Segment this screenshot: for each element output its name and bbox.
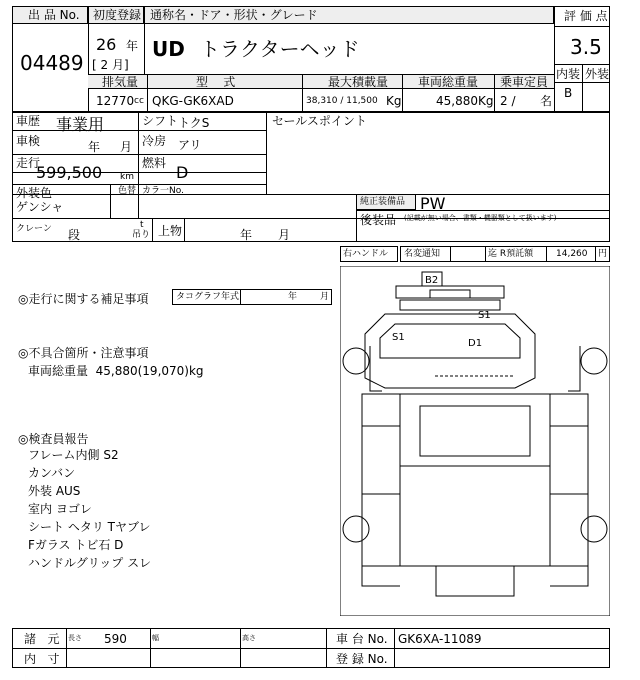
interior-grade: B — [564, 86, 573, 100]
lift-year: 年 — [240, 228, 253, 242]
disp-value: 12770 — [96, 94, 135, 108]
inspector-label: ◎検査員報告 — [18, 432, 89, 446]
first-reg-label: 初度登録 — [93, 8, 142, 22]
gross-value: 45,880 — [436, 94, 478, 108]
lift-label: 上物 — [158, 224, 183, 238]
name-change-label: 名変通知 — [404, 249, 441, 259]
inspector-line: Fガラス トビ石 D — [28, 538, 124, 552]
color-label: 外装色 — [16, 186, 53, 200]
width-label: 幅 — [152, 634, 159, 642]
max-load-unit: Kg — [386, 94, 402, 108]
inspection-label: 車検 — [16, 134, 41, 148]
aftermarket-note: (記載が無い場合、書類・機器類として扱います) — [404, 214, 557, 222]
shift-label: シフト — [142, 114, 179, 128]
interior-label: 内装 — [556, 67, 581, 81]
lift-month: 月 — [278, 228, 291, 242]
crane-t: t — [140, 220, 144, 230]
gross-label: 車両総重量 — [418, 75, 479, 89]
length-label: 長さ — [68, 634, 82, 642]
defects-text: 車両総重量 45,880(19,070)kg — [28, 364, 204, 378]
inspector-line: ハンドルグリップ スレ — [28, 556, 152, 570]
chassis-label: 車 台 No. — [336, 632, 388, 646]
diagram-mark: D1 — [468, 338, 483, 349]
reg-year: 26 — [96, 35, 117, 54]
type-label: 型 式 — [196, 75, 236, 89]
inspector-line: カンバン — [28, 466, 76, 480]
fuel-label: 燃料 — [142, 156, 167, 170]
crane-hang: 吊り — [132, 230, 151, 240]
name-label: 通称名・ドア・形状・グレード — [150, 8, 318, 22]
recycle-unit: 円 — [598, 249, 608, 259]
recycle-label: 迄 R預託額 — [488, 249, 534, 259]
crane-label: クレーン — [16, 224, 52, 234]
mileage-unit: km — [120, 172, 134, 182]
aftermarket-label: 後装品 — [360, 213, 397, 227]
diagram-mark: B2 — [425, 275, 439, 286]
history-label: 車歴 — [16, 114, 41, 128]
exterior-label: 外装 — [585, 67, 610, 81]
color-no-label: 色替 — [118, 186, 137, 196]
height-label: 高さ — [242, 634, 256, 642]
truck-diagram — [340, 266, 610, 616]
mileage-label: 走行 — [16, 156, 41, 170]
name-change-box — [450, 246, 486, 262]
reg-year-unit: 年 — [126, 39, 139, 53]
inner-label: 内 寸 — [24, 652, 60, 666]
gross-unit: Kg — [478, 94, 494, 108]
defects-label: ◎不具合箇所・注意事項 — [18, 346, 149, 360]
crane-step: 段 — [68, 228, 81, 242]
inspection-year: 年 — [88, 140, 101, 154]
type-value: QKG-GK6XAD — [152, 94, 234, 108]
model-name: トラクターヘッド — [200, 37, 360, 61]
tacho-year: 年 — [288, 292, 298, 302]
fuel-value: D — [176, 163, 189, 182]
inspector-line: フレーム内側 S2 — [28, 448, 119, 462]
sales-point-label: セールスポイント — [272, 114, 367, 128]
color-code-label: カラ一No. — [142, 186, 184, 196]
ac-label: 冷房 — [142, 134, 167, 148]
genuine-label: 純正装備品 — [360, 197, 406, 207]
shift-value: トクS — [178, 116, 210, 130]
cap-label: 乗車定員 — [500, 75, 549, 89]
genuine-value: PW — [420, 194, 446, 213]
tachograph-label: タコグラフ年式 — [176, 292, 240, 302]
disp-label: 排気量 — [102, 75, 139, 89]
lot-number: 04489 — [20, 51, 84, 75]
cap-value: 2 / — [500, 94, 516, 108]
max-load-label: 最大積載量 — [328, 75, 389, 89]
reg-no-label: 登 録 No. — [336, 652, 388, 666]
reg-month: [ 2 月] — [92, 58, 129, 72]
make: UD — [152, 37, 185, 61]
color-value: ゲンシャ — [16, 200, 64, 214]
inspector-line: 室内 ヨゴレ — [28, 502, 92, 516]
length-value: 590 — [104, 632, 127, 646]
inspector-line: シート ヘタリ Tヤブレ — [28, 520, 151, 534]
diagram-mark: S1 — [392, 332, 405, 343]
ac-value: アリ — [178, 138, 202, 152]
inspection-month: 月 — [120, 140, 133, 154]
cap-unit: 名 — [540, 94, 553, 108]
steering: 右ハンドル — [343, 249, 389, 259]
score-value: 3.5 — [570, 35, 602, 59]
chassis-value: GK6XA-11089 — [398, 632, 482, 646]
recycle-amount: 14,260 — [556, 249, 588, 259]
disp-unit: cc — [134, 96, 144, 106]
inspector-line: 外装 AUS — [28, 484, 81, 498]
lot-label: 出 品 No. — [28, 8, 80, 22]
history-value: 事業用 — [56, 115, 105, 134]
mileage-value: 599,500 — [36, 163, 103, 182]
spec-label: 諸 元 — [24, 632, 60, 646]
diagram-mark: S1 — [478, 310, 491, 321]
max-load-value: 38,310 / 11,500 — [306, 96, 378, 106]
tacho-month: 月 — [320, 292, 330, 302]
running-label: ◎走行に関する補足事項 — [18, 292, 149, 306]
score-label: 評 価 点 — [564, 9, 608, 23]
